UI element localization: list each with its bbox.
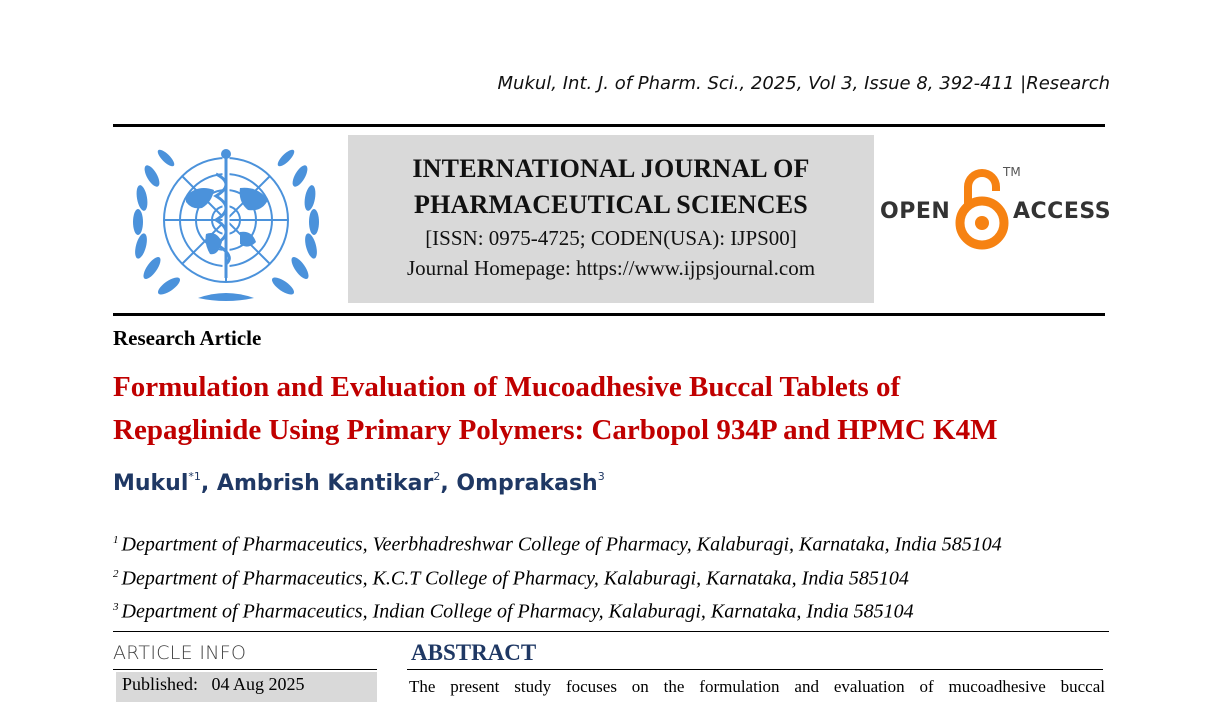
author-separator: , [440,471,457,496]
affiliation-text: Department of Pharmaceutics, Indian College of Pharmacy, Kalaburagi, Karnataka, India 585104 [121,600,914,623]
author-affiliation-marker: *1 [188,469,201,483]
article-info-heading: ARTICLE INFO [113,642,247,664]
running-citation: Mukul, Int. J. of Pharm. Sci., 2025, Vol 3, Issue 8, 392-411 |Research [497,73,1110,94]
author-name: Omprakash [456,471,598,496]
journal-masthead [348,135,874,303]
section-divider [113,631,1109,632]
affiliation-number: 3 [113,601,119,614]
published-date-box [116,672,377,702]
author-affiliation-marker: 3 [597,469,605,483]
journal-issn: [ISSN: 0975-4725; CODEN(USA): IJPS00] [425,226,797,250]
author-affiliation-marker: 2 [433,469,441,483]
affiliation-item [113,593,1002,627]
affiliation-number: 1 [113,534,119,546]
abstract-heading: ABSTRACT [411,640,537,665]
header-rule-top [113,124,1105,127]
open-access-word-open: OPEN [880,199,951,224]
article-title-line1: Formulation and Evaluation of Mucoadhesive Buccal Tablets of [113,371,901,403]
affiliation-number: 2 [113,567,119,580]
article-title-line2: Repaglinide Using Primary Polymers: Carbopol 934P and HPMC K4M [113,414,998,446]
article-type: Research Article [113,326,262,350]
journal-emblem-logo [128,138,324,306]
abstract-first-line: The present study focuses on the formulation and evaluation of mucoadhesive buccal [409,677,1105,696]
affiliation-text: Department of Pharmaceutics, K.C.T College of Pharmacy, Kalaburagi, Karnataka, India 585104 [121,567,909,590]
header-rule-bottom [113,313,1105,316]
published-date: 04 Aug 2025 [211,674,305,694]
author-list [113,471,605,496]
open-access-lock-icon [954,165,1010,251]
article-title [113,366,1113,452]
affiliation-item [113,526,1002,560]
author-name: Ambrish Kantikar [216,471,434,496]
article-info-rule [113,669,377,670]
affiliation-text: Department of Pharmaceutics, Veerbhadreshwar College of Pharmacy, Kalaburagi, Karnataka, India 585104 [121,533,1002,556]
journal-homepage: Journal Homepage: https://www.ijpsjournal.com [406,256,816,280]
open-access-badge [880,165,1110,255]
affiliation-list [113,526,1002,627]
open-access-word-access: ACCESS [1013,199,1112,224]
author-separator: , [200,471,217,496]
author-name: Mukul [113,471,189,496]
abstract-rule [407,669,1103,670]
journal-name-line1: INTERNATIONAL JOURNAL OF [412,154,810,183]
wreath-right-icon [269,147,319,297]
open-access-trademark: TM [1003,165,1021,179]
published-label: Published: [122,674,199,694]
wreath-left-icon [133,147,183,297]
journal-name-line2: PHARMACEUTICAL SCIENCES [414,190,808,219]
affiliation-item [113,560,1002,594]
